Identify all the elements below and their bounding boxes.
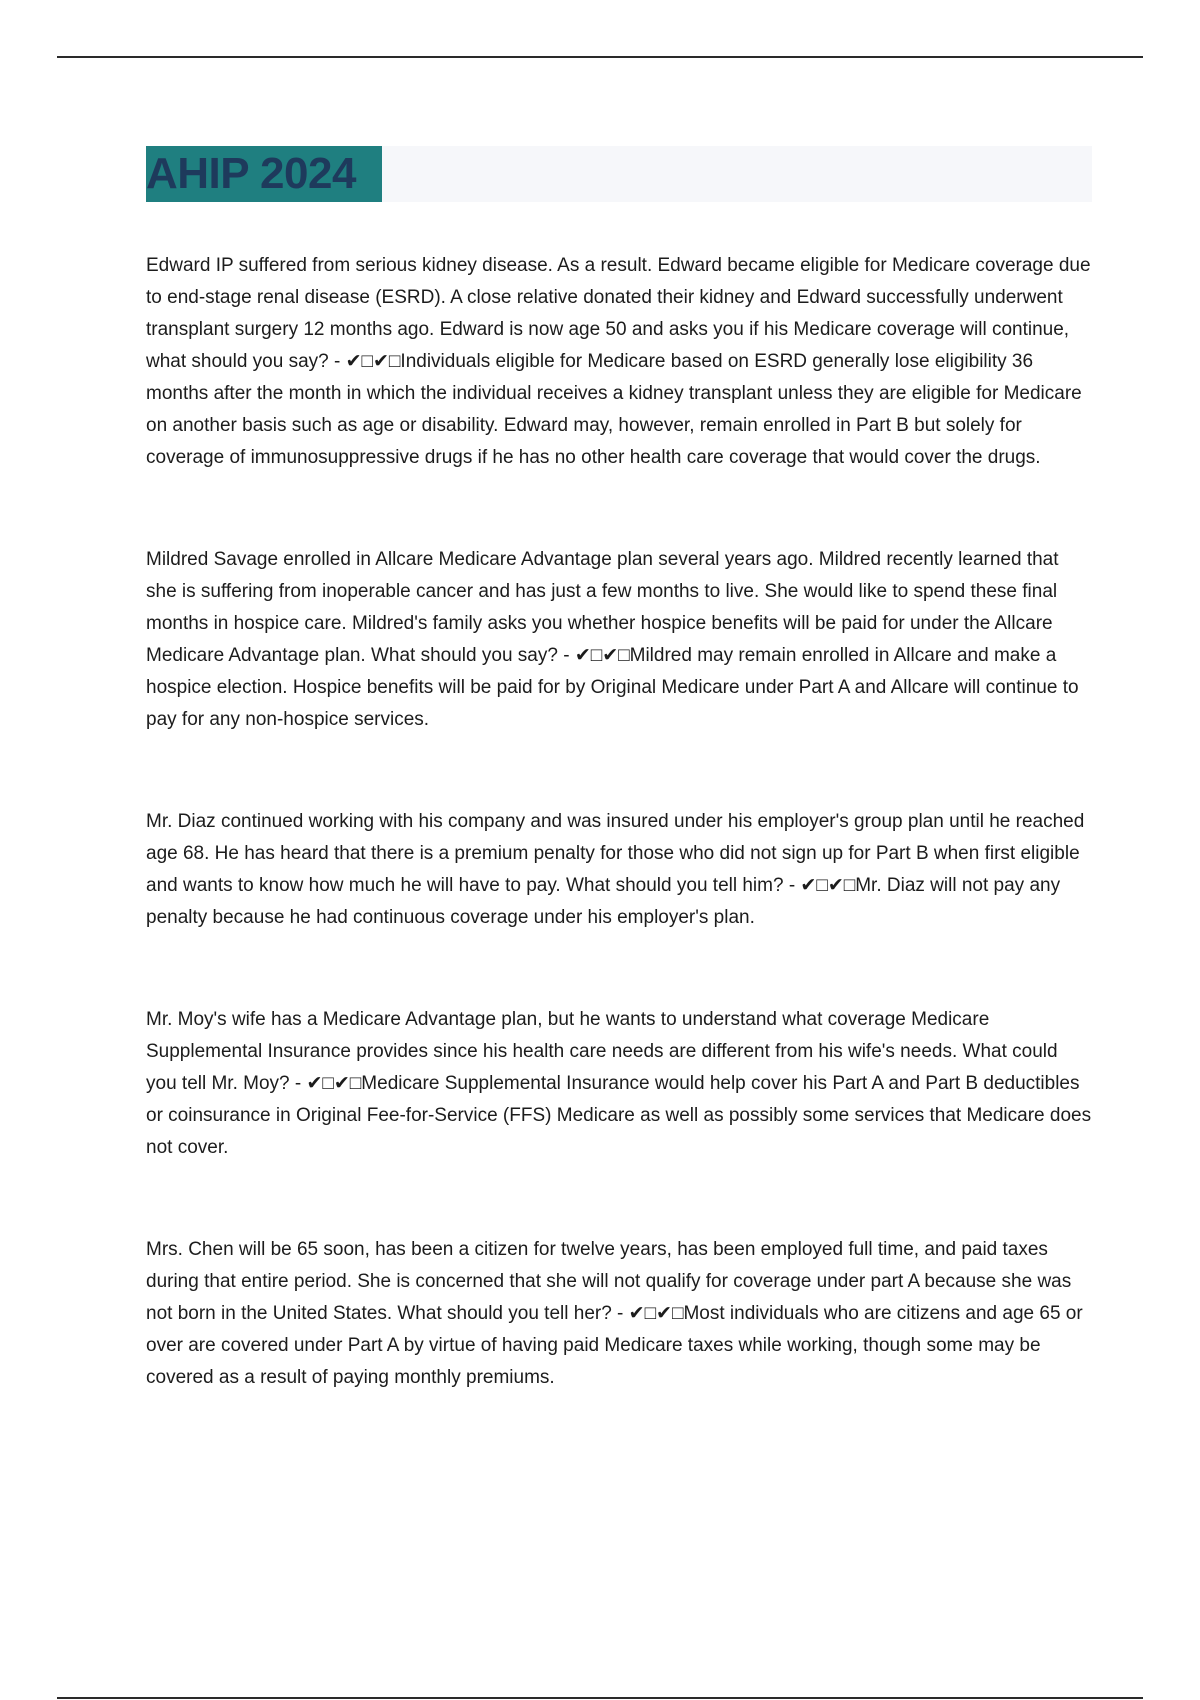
- answer-text: Mildred may remain enrolled in Allcare and make a hospice election. Hospice benefits will be paid for by Original Medicare under Part A and Allcare will continue to pay for any non-hospice services.: [146, 645, 1079, 730]
- question-text: Mr. Diaz continued working with his company and was insured under his employer's group plan until he reached age 68. He has heard that there is a premium penalty for those who did not sign up for Part B when first eligible and wants to know how much he will have to pay. What should you tell him?: [146, 811, 1085, 896]
- answer-text: Mr. Diaz will not pay any penalty because he had continuous coverage under his employer's plan.: [146, 875, 1061, 928]
- qa-list: [146, 250, 1092, 1464]
- qa-item-4: [146, 1004, 1092, 1164]
- qa-item-3: [146, 806, 1092, 934]
- qa-item-5: [146, 1234, 1092, 1394]
- qa-item-2: [146, 544, 1092, 736]
- answer-text: Most individuals who are citizens and age 65 or over are covered under Part A by virtue of having paid Medicare taxes while working, though some may be covered as a result of paying monthly premiums.: [146, 1303, 1083, 1388]
- check-marks: - ✔□✔□: [289, 1073, 362, 1094]
- page-title: AHIP 2024: [146, 149, 356, 198]
- qa-item-1: [146, 250, 1092, 474]
- title-highlight: [146, 146, 382, 202]
- check-marks: - ✔□✔□: [557, 645, 630, 666]
- top-divider: [57, 56, 1143, 58]
- answer-text: Individuals eligible for Medicare based on ESRD generally lose eligibility 36 months after the month in which the individual receives a kidney transplant unless they are eligible for Medicare on another basis such as age or disability. Edward may, however, remain enrolled in Part B but solely for coverage of immunosuppressive drugs if he has no other health care coverage that would cover the drugs.: [146, 351, 1082, 468]
- answer-text: Medicare Supplemental Insurance would help cover his Part A and Part B deductibles or coinsurance in Original Fee-for-Service (FFS) Medicare as well as possibly some services that Medicare does not cover.: [146, 1073, 1092, 1158]
- question-text: Edward IP suffered from serious kidney disease. As a result. Edward became eligible for Medicare coverage due to end-stage renal disease (ESRD). A close relative donated their kidney and Edward successfully underwent transplant surgery 12 months ago. Edward is now age 50 and asks you if his Medicare coverage will continue, what should you say?: [146, 255, 1091, 372]
- question-text: Mildred Savage enrolled in Allcare Medicare Advantage plan several years ago. Mildred recently learned that she is suffering from inoperable cancer and has just a few months to live. She would like to spend these final months in hospice care. Mildred's family asks you whether hospice benefits will be paid for under the Allcare Medicare Advantage plan. What should you say?: [146, 549, 1059, 666]
- question-text: Mrs. Chen will be 65 soon, has been a citizen for twelve years, has been employed full time, and paid taxes during that entire period. She is concerned that she will not qualify for coverage under part A because she was not born in the United States. What should you tell her?: [146, 1239, 1072, 1324]
- check-marks: - ✔□✔□: [611, 1303, 684, 1324]
- question-text: Mr. Moy's wife has a Medicare Advantage plan, but he wants to understand what coverage Medicare Supplemental Insurance provides since his health care needs are different from his wife's needs. What could you tell Mr. Moy?: [146, 1009, 1058, 1094]
- bottom-divider: [57, 1697, 1143, 1699]
- check-marks: - ✔□✔□: [328, 351, 401, 372]
- check-marks: - ✔□✔□: [783, 875, 856, 896]
